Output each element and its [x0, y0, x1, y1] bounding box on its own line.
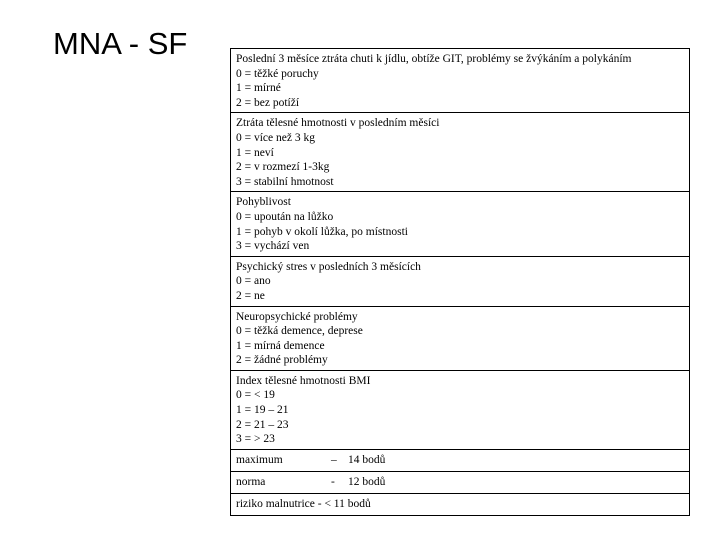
summary-line	[236, 453, 684, 468]
table-row	[231, 370, 690, 449]
option-line: 1 = neví	[236, 146, 274, 159]
section-mobility	[231, 192, 690, 256]
option-line: 3 = > 23	[236, 433, 275, 446]
summary-value: 14 bodů	[348, 453, 386, 466]
summary-risk-text: riziko malnutrice - < 11 bodů	[236, 497, 371, 510]
option-line: 0 = upoután na lůžko	[236, 210, 334, 223]
summary-line	[236, 475, 684, 490]
section-heading: Psychický stres v posledních 3 měsících	[236, 260, 421, 273]
summary-value: 12 bodů	[348, 475, 386, 488]
table-row	[231, 493, 690, 515]
table-row	[231, 113, 690, 192]
option-line: 1 = mírné	[236, 82, 281, 95]
option-line: 1 = 19 – 21	[236, 404, 289, 417]
section-neuropsych	[231, 306, 690, 370]
table-row	[231, 471, 690, 493]
summary-dash: -	[331, 475, 335, 488]
section-heading: Ztráta tělesné hmotnosti v posledním měsíci	[236, 117, 440, 130]
table-row	[231, 256, 690, 306]
option-line: 0 = < 19	[236, 389, 275, 402]
option-line: 1 = mírná demence	[236, 339, 325, 352]
option-line: 0 = těžké poruchy	[236, 67, 319, 80]
table-row	[231, 306, 690, 370]
option-line: 2 = ne	[236, 289, 265, 302]
summary-norma	[231, 471, 690, 493]
section-heading: Poslední 3 měsíce ztráta chuti k jídlu, obtíže GIT, problémy se žvýkáním a polykáním	[236, 53, 632, 65]
option-line: 2 = bez potíží	[236, 96, 300, 109]
section-heading: Pohyblivost	[236, 196, 291, 209]
section-weight-loss	[231, 113, 690, 192]
option-line: 1 = pohyb v okolí lůžka, po místnosti	[236, 225, 408, 238]
option-line: 3 = stabilní hmotnost	[236, 175, 334, 188]
option-line: 0 = těžká demence, deprese	[236, 325, 363, 338]
table-row	[231, 49, 690, 113]
summary-maximum	[231, 449, 690, 471]
mna-sf-table	[230, 48, 690, 516]
section-bmi	[231, 370, 690, 449]
option-line: 3 = vychází ven	[236, 240, 310, 253]
summary-label: maximum	[236, 453, 283, 466]
option-line: 0 = více než 3 kg	[236, 131, 315, 144]
option-line: 2 = v rozmezí 1-3kg	[236, 161, 330, 174]
slide-title: MNA - SF	[53, 26, 188, 61]
table-row	[231, 449, 690, 471]
section-appetite	[231, 49, 690, 113]
summary-dash: –	[331, 453, 337, 466]
summary-label: norma	[236, 475, 266, 488]
option-line: 2 = žádné problémy	[236, 354, 328, 367]
summary-risk	[231, 493, 690, 515]
section-heading: Index tělesné hmotnosti BMI	[236, 374, 371, 387]
option-line: 0 = ano	[236, 275, 271, 288]
table-row	[231, 192, 690, 256]
section-heading: Neuropsychické problémy	[236, 310, 358, 323]
option-line: 2 = 21 – 23	[236, 418, 289, 431]
section-stress	[231, 256, 690, 306]
